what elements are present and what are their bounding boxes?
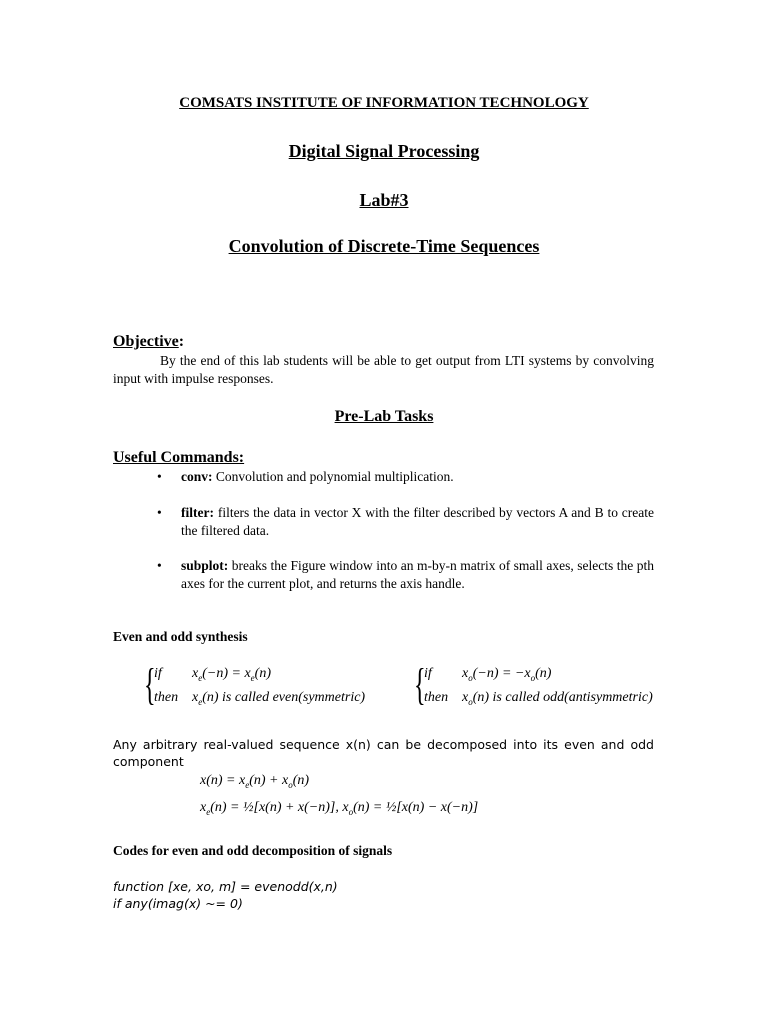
equation-keyword: if: [424, 666, 432, 681]
lab-number: Lab#3: [359, 190, 409, 210]
decomposition-formula: $x(n) = x_e(n) + x_o(n)$: [200, 773, 310, 790]
equation-keyword: then: [424, 690, 449, 705]
left-brace-icon: {: [144, 660, 156, 709]
command-name: filter:: [181, 505, 214, 520]
equation-expression: $x_o(n)$ is called odd(antisymmetric): [462, 690, 653, 707]
equation-expression: $x_e(-n) = x_e(n)$: [192, 666, 271, 683]
lab-title: Convolution of Discrete-Time Sequences: [228, 236, 540, 256]
even-odd-formula: $x_e(n)$ = ½[x(n) + x(−n)], $x_o(n)$ = ½[x(n) − x(−n)]: [200, 800, 479, 817]
even-odd-synthesis-heading: Even and odd synthesis: [113, 629, 248, 644]
command-desc: breaks the Figure window into an m-by-n matrix of small axes, selects the pth axes for the current plot, and returns the axis handle.: [181, 558, 654, 591]
code-line: function [xe, xo, m] = evenodd(x,n): [113, 879, 338, 894]
odd-definition-equation: [414, 660, 694, 714]
course-title: Digital Signal Processing: [288, 141, 480, 161]
left-brace-icon: {: [414, 660, 426, 709]
equation-expression: $x_e(n)$ is called even(symmetric): [192, 690, 366, 707]
equation-expression: $x_o(-n) = -x_o(n)$: [462, 666, 552, 683]
institute-title: COMSATS INSTITUTE OF INFORMATION TECHNOLOGY: [179, 95, 589, 111]
command-subplot: [157, 557, 654, 593]
command-desc: filters the data in vector X with the filter described by vectors A and B to create the filtered data.: [181, 505, 654, 538]
objective-text: By the end of this lab students will be able to get output from LTI systems by convolving input with impulse responses.: [113, 353, 654, 386]
useful-commands-heading: Useful Commands:: [113, 449, 245, 466]
command-conv: [157, 468, 654, 486]
objective-heading-label: Objective: [113, 333, 179, 350]
command-name: conv:: [181, 469, 213, 484]
objective-heading: [113, 333, 184, 351]
equation-keyword: if: [154, 666, 162, 681]
codes-heading: Codes for even and odd decomposition of signals: [113, 843, 393, 858]
prelab-heading: Pre-Lab Tasks: [334, 408, 434, 425]
bullet-icon: •: [157, 469, 162, 484]
code-line: if any(imag(x) ~= 0): [113, 896, 243, 911]
objective-heading-colon: :: [178, 333, 185, 350]
bullet-icon: •: [157, 558, 162, 573]
decomposition-text: Any arbitrary real-valued sequence x(n) can be decomposed into its even and odd component: [113, 737, 654, 769]
command-name: subplot:: [181, 558, 229, 573]
bullet-icon: •: [157, 505, 162, 520]
command-desc: Convolution and polynomial multiplication.: [212, 469, 454, 484]
command-filter: [157, 504, 654, 540]
even-definition-equation: [144, 660, 404, 714]
equation-keyword: then: [154, 690, 179, 705]
